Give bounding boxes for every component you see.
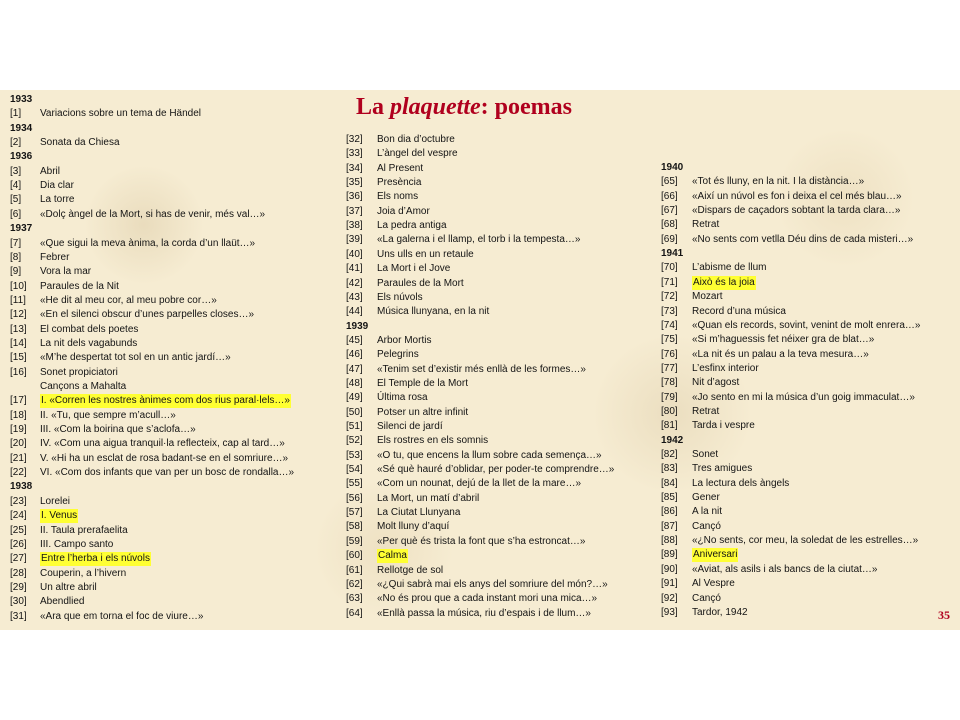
poem-title: La Mort i el Jove bbox=[377, 263, 451, 275]
poem-number: [46] bbox=[346, 349, 363, 361]
poem-title: Sonet bbox=[692, 449, 719, 460]
poem-number: [79] bbox=[661, 391, 678, 403]
poem-title: «Aviat, als asils i als bancs de la ciutat…» bbox=[692, 563, 878, 575]
poem-number: [29] bbox=[10, 581, 27, 593]
poem-title: III. «Com la boirina que s’aclofa…» bbox=[40, 424, 196, 436]
poem-title: Tarda i vespre bbox=[692, 420, 755, 432]
poem-title: La torre bbox=[40, 194, 75, 206]
poem-title: Abendlied bbox=[40, 596, 85, 608]
poem-number: [77] bbox=[661, 362, 678, 374]
poem-number: [36] bbox=[346, 191, 363, 203]
poem-title-highlighted: Això és la joia bbox=[693, 276, 755, 288]
poem-number: [34] bbox=[346, 162, 363, 174]
poem-title: Couperin, a l’hivern bbox=[40, 567, 127, 579]
poem-title: «O tu, que encens la llum sobre cada semença…» bbox=[377, 449, 602, 461]
poem-number: [50] bbox=[346, 406, 363, 418]
poem-number: [17] bbox=[10, 395, 27, 407]
poem-title: «Enllà passa la música, riu d’espais i de llum…» bbox=[377, 607, 591, 619]
poem-title: «No és prou que a cada instant mori una mica…» bbox=[377, 593, 598, 605]
poem-number: [49] bbox=[346, 392, 363, 404]
poem-number: [38] bbox=[346, 220, 363, 232]
poem-number: [45] bbox=[346, 334, 363, 346]
poem-number: [43] bbox=[346, 291, 363, 303]
poem-number: [18] bbox=[10, 409, 27, 421]
poem-title: «He dit al meu cor, al meu pobre cor…» bbox=[40, 294, 217, 306]
poem-title: Rellotge de sol bbox=[377, 564, 444, 576]
poem-number: [48] bbox=[346, 377, 363, 389]
poem-number: [39] bbox=[346, 234, 363, 246]
year-heading: 1940 bbox=[661, 162, 684, 173]
poem-number: [31] bbox=[10, 610, 27, 622]
poem-title-highlighted: I. «Corren les nostres ànimes com dos rius paral·lels…» bbox=[41, 395, 290, 407]
poem-title: Joia d’Amor bbox=[377, 205, 430, 217]
poem-number: [2] bbox=[10, 137, 22, 149]
poem-number: [19] bbox=[10, 424, 27, 436]
poem-title: L’àngel del vespre bbox=[377, 148, 458, 160]
poem-title: Sonata da Chiesa bbox=[40, 137, 120, 149]
poem-number: [90] bbox=[661, 563, 678, 575]
poem-number: [82] bbox=[661, 449, 678, 460]
poem-title: Arbor Mortis bbox=[377, 334, 432, 346]
poem-number: [78] bbox=[661, 377, 678, 389]
poem-title: Tres amigues bbox=[692, 463, 753, 475]
poem-number: [75] bbox=[661, 334, 678, 346]
poem-title: Al Vespre bbox=[692, 578, 735, 590]
poem-title: Els rostres en els somnis bbox=[377, 435, 489, 447]
poem-number: [24] bbox=[10, 510, 27, 522]
poem-number: [86] bbox=[661, 506, 678, 518]
poem-title: Mozart bbox=[692, 291, 723, 303]
title-italic: plaquette bbox=[390, 94, 481, 120]
poem-title: Abril bbox=[40, 165, 61, 177]
poem-number: [44] bbox=[346, 306, 363, 318]
poem-title: «Així un núvol es fon i deixa el cel més blau…» bbox=[692, 190, 902, 202]
year-heading: 1936 bbox=[10, 151, 33, 163]
poem-title: Variacions sobre un tema de Händel bbox=[40, 108, 202, 120]
poem-number: [41] bbox=[346, 263, 363, 275]
poem-title: La pedra antiga bbox=[377, 220, 447, 232]
poem-number: [87] bbox=[661, 520, 678, 532]
poem-number: [5] bbox=[10, 194, 22, 206]
poem-title: Un altre abril bbox=[40, 581, 97, 593]
poem-title: Gener bbox=[692, 492, 720, 504]
year-heading: 1937 bbox=[10, 223, 33, 235]
poem-number: [47] bbox=[346, 363, 363, 375]
poem-number: [16] bbox=[10, 366, 27, 378]
poem-title: «Sé què hauré d’oblidar, per poder-te comprendre…» bbox=[377, 464, 615, 476]
poem-number: [12] bbox=[10, 309, 27, 321]
poem-number: [58] bbox=[346, 521, 363, 533]
poem-title: El Temple de la Mort bbox=[377, 377, 468, 389]
year-heading: 1939 bbox=[346, 320, 369, 332]
year-heading: 1941 bbox=[661, 248, 684, 260]
poem-number: [14] bbox=[10, 337, 27, 349]
poem-number: [64] bbox=[346, 607, 363, 619]
poem-title: L’abisme de llum bbox=[692, 262, 767, 274]
poem-number: [59] bbox=[346, 535, 363, 547]
poem-title: Uns ulls en un retaule bbox=[377, 248, 474, 260]
poem-number: [6] bbox=[10, 208, 22, 220]
poem-title: Presència bbox=[377, 177, 422, 189]
poem-number: [93] bbox=[661, 606, 678, 618]
poem-number: [71] bbox=[661, 276, 678, 288]
poem-number: [32] bbox=[346, 134, 363, 145]
poem-title-highlighted: Entre l’herba i els núvols bbox=[41, 553, 150, 565]
poem-number: [1] bbox=[10, 108, 22, 120]
poem-title: II. Taula prerafaelita bbox=[40, 524, 128, 536]
poem-title: Paraules de la Mort bbox=[377, 277, 464, 289]
poem-number: [11] bbox=[10, 294, 26, 306]
poem-number: [30] bbox=[10, 596, 27, 608]
poem-number: [62] bbox=[346, 578, 363, 590]
poem-number: [23] bbox=[10, 495, 27, 507]
poem-title: L’esfinx interior bbox=[692, 362, 759, 374]
poem-title: «En el silenci obscur d’unes parpelles closes…» bbox=[40, 309, 255, 321]
year-heading: 1942 bbox=[661, 434, 684, 446]
poem-title: Vora la mar bbox=[40, 266, 92, 278]
poem-title: «La nit és un palau a la teva mesura…» bbox=[692, 348, 869, 360]
poem-number: [20] bbox=[10, 438, 27, 450]
poem-title: Retrat bbox=[692, 219, 720, 231]
poem-number: [91] bbox=[661, 578, 678, 590]
poem-title: Lorelei bbox=[40, 495, 71, 507]
poem-number: [51] bbox=[346, 421, 363, 432]
poem-title: La Mort, un matí d’abril bbox=[377, 492, 480, 504]
poem-title: Record d’una música bbox=[692, 305, 786, 317]
poem-title: La nit dels vagabunds bbox=[40, 337, 138, 349]
poem-title: VI. «Com dos infants que van per un bosc de rondalla…» bbox=[40, 467, 295, 479]
poem-title: «Dispars de caçadors sobtant la tarda clara…» bbox=[692, 205, 901, 217]
poem-number: [53] bbox=[346, 449, 363, 461]
poem-title: El combat dels poetes bbox=[40, 323, 139, 335]
poem-number: [42] bbox=[346, 277, 363, 289]
poem-title: Paraules de la Nit bbox=[40, 280, 119, 292]
poem-number: [72] bbox=[661, 291, 678, 303]
poem-title: «¿Qui sabrà mai els anys del somriure del món?…» bbox=[377, 578, 608, 590]
poem-number: [27] bbox=[10, 553, 27, 565]
year-heading: 1938 bbox=[10, 481, 33, 493]
poem-title: «Quan els records, sovint, venint de molt enrera…» bbox=[692, 319, 921, 331]
poem-title: «Tot és lluny, en la nit. I la distància…» bbox=[692, 176, 865, 188]
poem-title-highlighted: I. Venus bbox=[41, 510, 78, 522]
poem-title: III. Campo santo bbox=[40, 538, 114, 550]
poem-number: [26] bbox=[10, 538, 27, 550]
poem-title: «Tenim set d’existir més enllà de les formes…» bbox=[377, 363, 586, 375]
year-heading: 1934 bbox=[10, 122, 33, 134]
poem-title: Cançó bbox=[692, 520, 721, 532]
poem-title: «Per què és trista la font que s’ha estroncat…» bbox=[377, 535, 586, 547]
poem-number: [61] bbox=[346, 564, 363, 576]
poem-title: Música llunyana, en la nit bbox=[377, 306, 490, 318]
poem-number: [70] bbox=[661, 262, 678, 274]
poem-title: La lectura dels àngels bbox=[692, 477, 790, 489]
poem-title: Els núvols bbox=[377, 291, 423, 303]
poem-number: [52] bbox=[346, 435, 363, 447]
poem-number: [33] bbox=[346, 148, 363, 160]
poem-number: [88] bbox=[661, 535, 678, 547]
poem-number: [3] bbox=[10, 165, 22, 177]
poem-title: Cançons a Mahalta bbox=[40, 381, 127, 392]
poem-title: «¿No sents, cor meu, la soledat de les estrelles…» bbox=[692, 535, 919, 547]
poem-number: [76] bbox=[661, 348, 678, 360]
poem-title: «Ara que em torna el foc de viure…» bbox=[40, 610, 204, 622]
poem-number: [10] bbox=[10, 280, 27, 292]
poem-title: Nit d’agost bbox=[692, 377, 740, 389]
poem-number: [81] bbox=[661, 420, 678, 432]
poem-title: «No sents com vetlla Déu dins de cada misteri…» bbox=[692, 233, 914, 245]
poem-number: [60] bbox=[346, 550, 363, 562]
poem-title: Molt lluny d’aquí bbox=[377, 521, 450, 533]
slide bbox=[0, 90, 960, 630]
poem-title: A la nit bbox=[692, 506, 723, 518]
poem-number: [25] bbox=[10, 524, 27, 536]
page-number: 35 bbox=[938, 608, 950, 622]
poem-title-highlighted: Aniversari bbox=[693, 549, 738, 561]
poem-title-highlighted: Calma bbox=[378, 550, 407, 562]
poem-number: [73] bbox=[661, 305, 678, 317]
poem-title: «M’he despertat tot sol en un antic jardí…» bbox=[40, 352, 231, 364]
poem-title: «La galerna i el llamp, el torb i la tempesta…» bbox=[377, 234, 581, 246]
poem-number: [40] bbox=[346, 248, 363, 260]
poem-number: [57] bbox=[346, 507, 363, 519]
poem-title: Silenci de jardí bbox=[377, 421, 443, 432]
poem-number: [83] bbox=[661, 463, 678, 475]
poem-number: [80] bbox=[661, 405, 678, 417]
slide-title bbox=[356, 94, 572, 121]
poem-title: Al Present bbox=[377, 162, 424, 174]
poem-number: [37] bbox=[346, 205, 363, 217]
poem-title: Febrer bbox=[40, 251, 70, 263]
poem-title: Bon dia d’octubre bbox=[377, 134, 455, 145]
poem-number: [68] bbox=[661, 219, 678, 231]
poem-number: [13] bbox=[10, 323, 27, 335]
poem-title: Potser un altre infinit bbox=[377, 406, 469, 418]
poem-title: V. «Hi ha un esclat de rosa badant-se en el somriure…» bbox=[40, 452, 289, 464]
poem-title: Sonet propiciatori bbox=[40, 366, 118, 378]
poem-title: Els noms bbox=[377, 191, 419, 203]
poem-number: [15] bbox=[10, 352, 27, 364]
poem-number: [67] bbox=[661, 205, 678, 217]
poem-number: [89] bbox=[661, 549, 678, 561]
poem-number: [85] bbox=[661, 492, 678, 504]
poem-title: Pelegrins bbox=[377, 349, 419, 361]
poem-title: II. «Tu, que sempre m’acull…» bbox=[40, 409, 176, 421]
poem-number: [84] bbox=[661, 477, 678, 489]
poem-number: [22] bbox=[10, 467, 27, 479]
poem-title: «Si m’haguessis fet néixer gra de blat…» bbox=[692, 334, 875, 346]
poem-number: [55] bbox=[346, 478, 363, 490]
poem-title: «Com un nounat, dejú de la llet de la mare…» bbox=[377, 478, 582, 490]
poem-number: [92] bbox=[661, 592, 678, 604]
title-prefix: La bbox=[356, 94, 391, 120]
year-heading: 1933 bbox=[10, 94, 33, 105]
poem-number: [54] bbox=[346, 464, 363, 476]
title-suffix: : poemas bbox=[480, 94, 572, 120]
poem-number: [21] bbox=[10, 452, 27, 464]
poem-title: «Que sigui la meva ànima, la corda d’un llaüt…» bbox=[40, 237, 256, 249]
poem-number: [4] bbox=[10, 180, 22, 192]
poem-title: La Ciutat Llunyana bbox=[377, 507, 461, 519]
poem-number: [56] bbox=[346, 492, 363, 504]
poem-title: «Dolç àngel de la Mort, si has de venir, més val…» bbox=[40, 208, 266, 220]
poem-number: [9] bbox=[10, 266, 22, 278]
poem-number: [63] bbox=[346, 593, 363, 605]
poem-number: [28] bbox=[10, 567, 27, 579]
poem-title: Última rosa bbox=[377, 392, 428, 404]
poem-title: Dia clar bbox=[40, 180, 74, 192]
poem-title: Tardor, 1942 bbox=[692, 606, 748, 618]
poem-number: [65] bbox=[661, 176, 678, 188]
poem-number: [69] bbox=[661, 233, 678, 245]
poem-number: [35] bbox=[346, 177, 363, 189]
poem-title: Cançó bbox=[692, 592, 721, 604]
poem-title: IV. «Com una aigua tranquil·la reflecteix, cap al tard…» bbox=[40, 438, 285, 450]
poem-number: [7] bbox=[10, 237, 22, 249]
poem-number: [74] bbox=[661, 319, 678, 331]
poem-title: «Jo sento en mi la música d’un goig immaculat…» bbox=[692, 391, 915, 403]
poem-title: Retrat bbox=[692, 405, 720, 417]
poem-number: [8] bbox=[10, 251, 22, 263]
poem-number: [66] bbox=[661, 190, 678, 202]
